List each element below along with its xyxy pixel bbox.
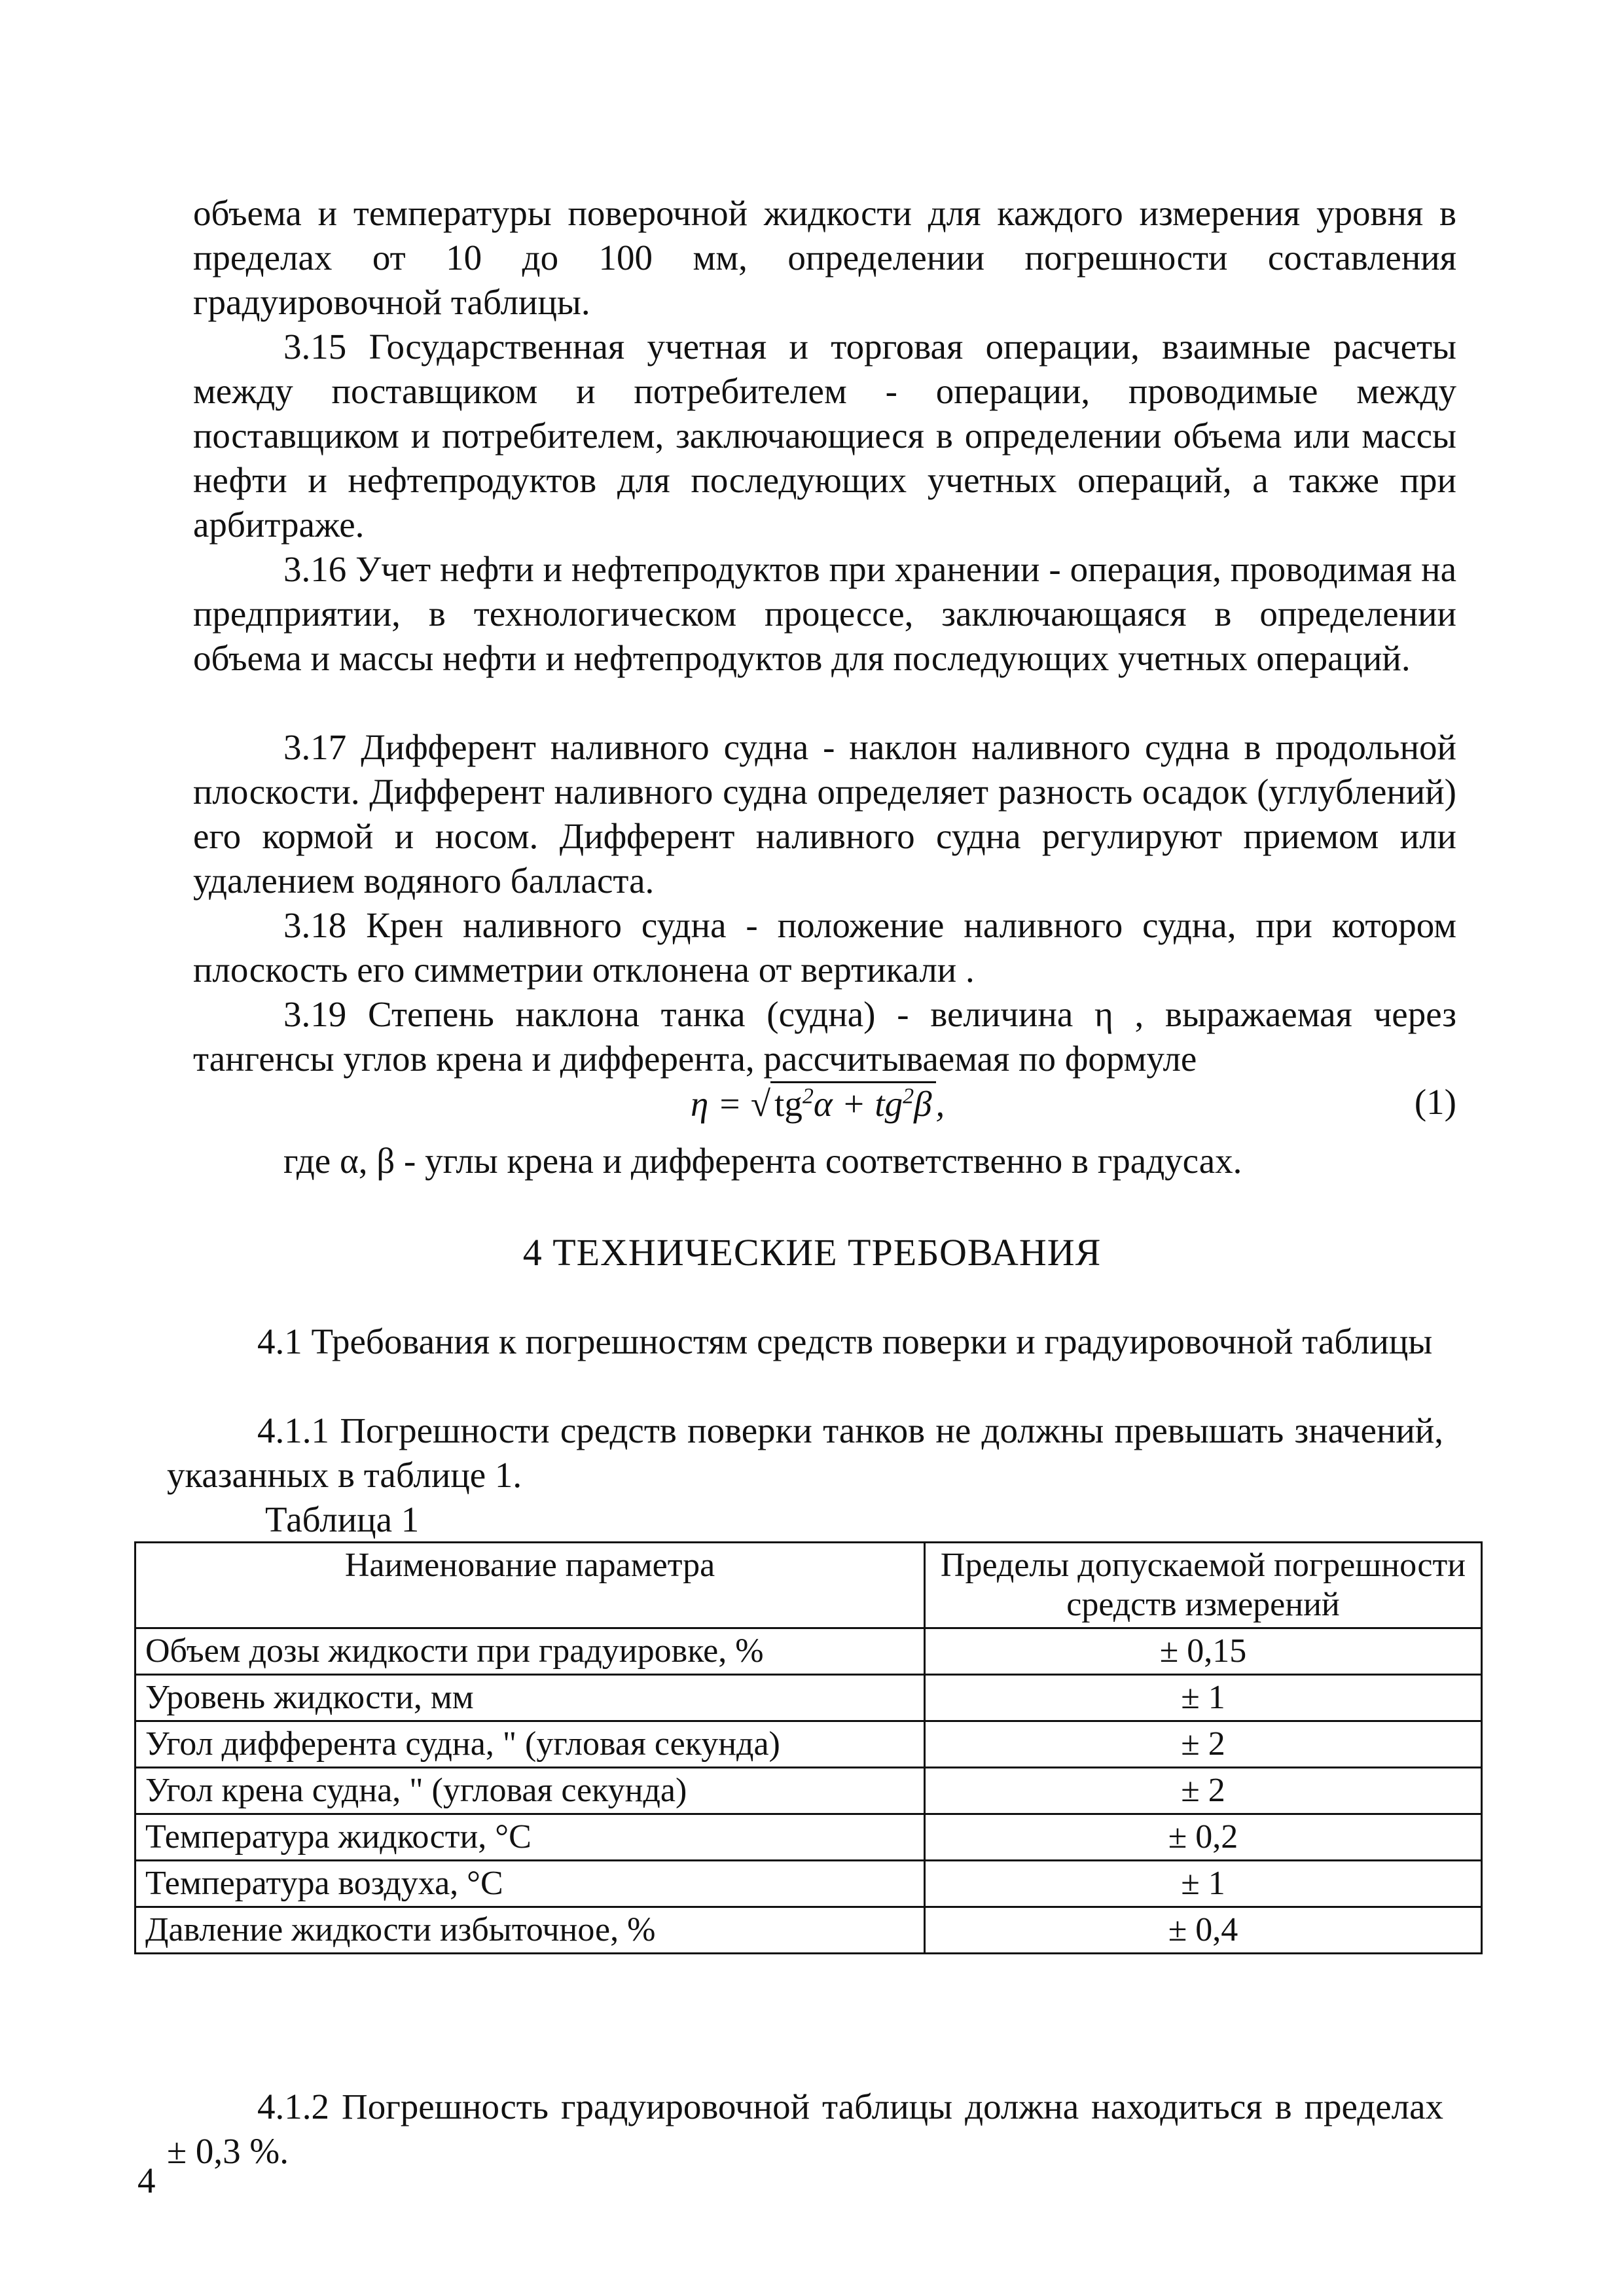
paragraph-3-19: 3.19 Степень наклона танка (судна) - величина η , выражаемая через тангенсы углов крена и дифферента, рассчитываемая по формуле [193,994,1456,1079]
equation-number: (1) [1414,1082,1456,1122]
paragraph-3-16: 3.16 Учет нефти и нефтепродуктов при хранении - операция, проводимая на предприятии, в технологическом процессе, заключающаяся в определении объема и массы нефти и нефтепродуктов для последующих учетных операций. [193,549,1456,678]
table-row [135,1768,1482,1814]
row-value: ± 0,15 [925,1628,1482,1675]
row-value: ± 0,2 [925,1814,1482,1861]
paragraph-where: где α, β - углы крена и дифферента соответственно в градусах. [283,1141,1242,1181]
row-value: ± 0,4 [925,1907,1482,1954]
table-row [135,1907,1482,1954]
row-name: Давление жидкости избыточное, % [135,1907,925,1954]
row-name: Угол крена судна, " (угловая секунда) [135,1768,925,1814]
table-row [135,1675,1482,1721]
table-header-row [135,1543,1482,1628]
formula-lhs: η = [691,1084,742,1124]
sup-1: 2 [802,1084,814,1109]
paragraph-3-17: 3.17 Дифферент наливного судна - наклон наливного судна в продольной плоскости. Дифферент наливного судна определяет разность осадок (углублений) его кормой и носом. Дифферент наливного судна регулируют приемом или удалением водяного балласта. [193,727,1456,901]
row-name: Температура жидкости, °С [135,1814,925,1861]
paragraph-3-18: 3.18 Крен наливного судна - положение наливного судна, при котором плоскость его симметрии отклонена от вертикали . [193,905,1456,990]
formula-expression [691,1081,945,1124]
table-row [135,1628,1482,1675]
paragraph-continuation: объема и температуры поверочной жидкости для каждого измерения уровня в пределах от 10 до 100 мм, определении погрешности составления градуировочной таблицы. [193,193,1456,322]
header-parameter: Наименование параметра [135,1543,925,1628]
row-value: ± 1 [925,1861,1482,1907]
row-name: Объем дозы жидкости при градуировке, % [135,1628,925,1675]
row-value: ± 2 [925,1768,1482,1814]
alpha-term: α + tg [813,1084,903,1124]
header-limits: Пределы допускаемой погрешности средств измерений [925,1543,1482,1628]
table-row [135,1861,1482,1907]
row-name: Уровень жидкости, мм [135,1675,925,1721]
table-caption: Таблица 1 [265,1499,420,1539]
sqrt-icon: √ [750,1084,771,1124]
row-name: Температура воздуха, °С [135,1861,925,1907]
formula-tail: , [935,1084,945,1124]
sup-2: 2 [903,1084,914,1109]
paragraph-4-1: 4.1 Требования к погрешностям средств поверки и градуировочной таблицы [257,1321,1433,1361]
paragraph-3-15: 3.15 Государственная учетная и торговая операции, взаимные расчеты между поставщиком и потребителем - операции, проводимые между поставщиком и потребителем, заключающиеся в определении объема или массы нефти и нефтепродуктов для последующих учетных операций, а также при арбитраже. [193,327,1456,545]
formula-1 [193,1081,1456,1134]
paragraph-4-1-1: 4.1.1 Погрешности средств поверки танков не должны превышать значений, указанных в таблице 1. [167,1410,1443,1495]
paragraph-4-1-2: 4.1.2 Погрешность градуировочной таблицы должна находиться в пределах ± 0,3 %. [167,2087,1443,2171]
table-row [135,1814,1482,1861]
formula-radicand [770,1081,935,1124]
row-value: ± 2 [925,1721,1482,1768]
params-table [134,1541,1483,1954]
tg-1: tg [774,1084,803,1124]
beta-term: β [914,1084,932,1124]
row-name: Угол дифферента судна, " (угловая секунда) [135,1721,925,1768]
section-heading: 4 ТЕХНИЧЕСКИЕ ТРЕБОВАНИЯ [522,1231,1102,1274]
page-number: 4 [137,2161,156,2200]
row-value: ± 1 [925,1675,1482,1721]
table-row [135,1721,1482,1768]
